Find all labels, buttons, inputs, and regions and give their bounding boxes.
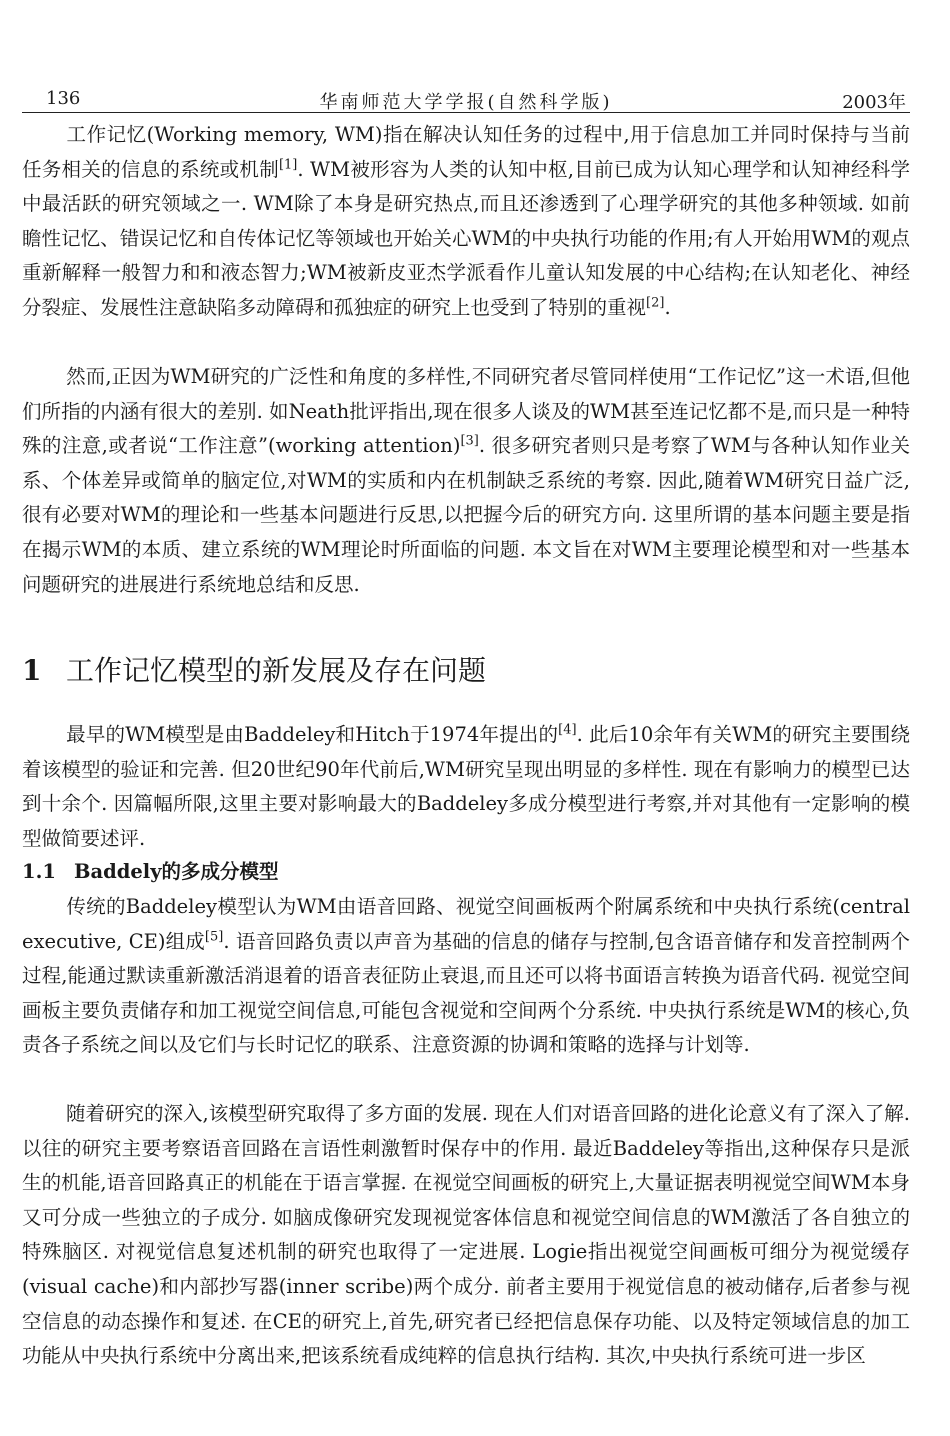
section-number: 1: [22, 654, 42, 687]
section1-p1-text-b: . 此后10余年有关WM的研究主要围绕着该模型的验证和完善. 但20世纪90年代前后,WM研究呈现出明显的多样性. 现在有影响力的模型已达到十余个. 因篇幅所限,这里主要对影响最大的Baddeley多成分模型进行考察,并对其他有一定影响的模型做简要述评.: [22, 723, 910, 850]
publication-year: 2003年: [842, 92, 906, 113]
intro-paragraph-1: [22, 118, 910, 326]
citation-2: [2]: [646, 295, 665, 311]
section-title: 工作记忆模型的新发展及存在问题: [66, 654, 487, 687]
subsection-title-rest: 的多成分模型: [161, 860, 279, 883]
subsection-paragraph-2: [22, 1097, 910, 1374]
intro-p2-text-b: . 很多研究者则只是考察了WM与各种认知作业关系、个体差异或简单的脑定位,对WM的实质和内在机制缺乏系统的考察. 因此,随着WM研究日益广泛,很有必要对WM的理论和一些基本问题进行反思,以把握今后的研究方向. 这里所谓的基本问题主要是指在揭示WM的本质、建立系统的WM理论时所面临的问题. 本文旨在对WM主要理论模型和对一些基本问题研究的进展进行系统地总结和反思.: [22, 434, 910, 596]
intro-p2-text-a: 然而,正因为WM研究的广泛性和角度的多样性,不同研究者尽管同样使用“工作记忆”这一术语,但他们所指的内涵有很大的差别. 如Neath批评指出,现在很多人谈及的WM甚至连记忆都不是,而只是一种特殊的注意,或者说“工作注意”(working attention): [22, 365, 910, 458]
subsection-p1-text-b: . 语音回路负责以声音为基础的信息的储存与控制,包含语音储存和发音控制两个过程,能通过默读重新激活消退着的语音表征防止衰退,而且还可以将书面语言转换为语音代码. 视觉空间画板主要负责储存和加工视觉空间信息,可能包含视觉和空间两个分系统. 中央执行系统是WM的核心,负责各子系统之间以及它们与长时记忆的联系、注意资源的协调和策略的选择与计划等.: [22, 929, 910, 1057]
citation-1: [1]: [278, 157, 298, 173]
subsection-p2-text: 随着研究的深入,该模型研究取得了多方面的发展. 现在人们对语音回路的进化论意义有了深入了解. 以往的研究主要考察语音回路在言语性刺激暂时保存中的作用. 最近Baddeley等指出,这种保存只是派生的机能,语音回路真正的机能在于语言掌握. 在视觉空间画板的研究上,大量证据表明视觉空间WM本身又可分成一些独立的子成分. 如脑成像研究发现视觉客体信息和视觉空间信息的WM激活了各自独立的特殊脑区. 对视觉信息复述机制的研究也取得了一定进展. Logie指出视觉空间画板可细分为视觉缓存(visual cache)和内部抄写器(inner scribe)两个成分. 前者主要用于视觉信息的被动储存,后者参与视空信息的动态操作和复述. 在CE的研究上,首先,研究者已经把信息保存功能、以及特定领域信息的加工功能从中央执行系统中分离出来,把该系统看成纯粹的信息执行结构. 其次,中央执行系统可进一步区: [22, 1102, 910, 1368]
intro-paragraph-2: [22, 360, 910, 602]
citation-3: [3]: [460, 433, 479, 449]
running-header: [22, 78, 910, 113]
section1-paragraph-1: [22, 718, 910, 856]
section-heading: [22, 648, 486, 694]
subsection-heading: [22, 855, 279, 890]
intro-p1-text-b: . WM被形容为人类的认知中枢,目前已成为认知心理学和认知神经科学中最活跃的研究领域之一. WM除了本身是研究热点,而且还渗透到了心理学研究的其他多种领域. 如前瞻性记忆、错误记忆和自传体记忆等领域也开始关心WM的中央执行功能的作用;有人开始用WM的观点重新解释一般智力和和液态智力;WM被新皮亚杰学派看作儿童认知发展的中心结构;在认知老化、神经分裂症、发展性注意缺陷多动障碍和孤独症的研究上也受到了特别的重视: [22, 157, 910, 319]
subsection-p1-text-a: 传统的Baddeley模型认为WM由语音回路、视觉空间画板两个附属系统和中央执行系统(central executive, CE)组成: [22, 895, 910, 953]
subsection-title-bold: Baddely: [74, 860, 162, 883]
intro-p1-text-a: 工作记忆(Working memory, WM)指在解决认知任务的过程中,用于信息加工并同时保持与当前任务相关的信息的系统或机制: [22, 123, 910, 181]
subsection-number: 1.1: [22, 860, 56, 883]
citation-4: [4]: [558, 722, 577, 738]
citation-5: [5]: [204, 929, 224, 945]
subsection-paragraph-1: [22, 890, 910, 1063]
journal-title: 华南师范大学学报(自然科学版): [319, 92, 613, 113]
section1-p1-text-a: 最早的WM模型是由Baddeley和Hitch于1974年提出的: [66, 723, 559, 746]
page-number: 136: [46, 88, 81, 109]
intro-p1-text-c: .: [664, 295, 671, 319]
